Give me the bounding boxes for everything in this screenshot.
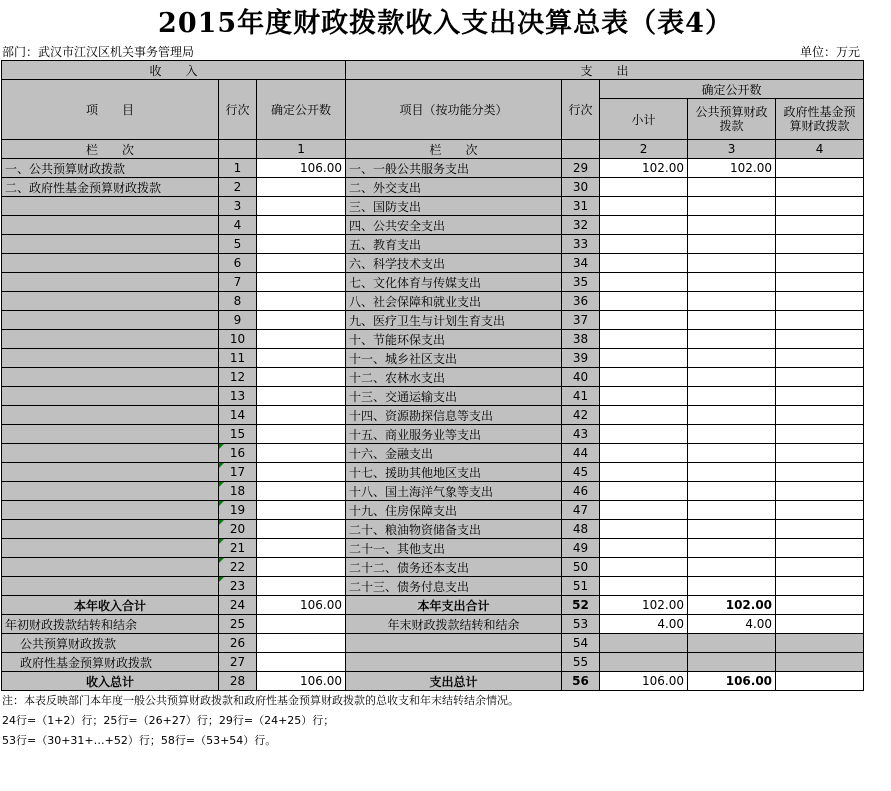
income-value[interactable] — [257, 444, 346, 463]
expense-general[interactable] — [688, 292, 776, 311]
column-number: 4 — [776, 140, 864, 159]
expense-item: 五、教育支出 — [346, 235, 562, 254]
expense-total-label: 本年支出合计 — [346, 596, 562, 615]
column-label: 栏 次 — [346, 140, 562, 159]
expense-general[interactable] — [688, 463, 776, 482]
expense-subtotal[interactable] — [600, 330, 688, 349]
expense-item-header: 项目（按功能分类） — [346, 80, 562, 140]
gov-fund-value[interactable] — [257, 653, 346, 672]
income-item: 一、公共预算财政拨款 — [2, 159, 219, 178]
line-number: 1 — [219, 159, 257, 178]
expense-item: 四、公共安全支出 — [346, 216, 562, 235]
line-number: 28 — [219, 672, 257, 691]
expense-item: 八、社会保障和就业支出 — [346, 292, 562, 311]
line-number: 31 — [562, 197, 600, 216]
department-label: 部门：武汉市江汉区机关事务管理局 — [2, 45, 195, 59]
table-row — [2, 558, 864, 577]
income-item — [2, 444, 219, 463]
line-number: 12 — [219, 368, 257, 387]
line-number: 47 — [562, 501, 600, 520]
table-row — [2, 349, 864, 368]
expense-subtotal[interactable] — [600, 577, 688, 596]
expense-item: 十六、金融支出 — [346, 444, 562, 463]
public-budget-label: 公共预算财政拨款 — [2, 634, 219, 653]
income-item — [2, 311, 219, 330]
table-row — [2, 292, 864, 311]
expense-subtotal[interactable] — [600, 273, 688, 292]
expense-general[interactable] — [688, 178, 776, 197]
line-number: 25 — [219, 615, 257, 634]
income-item — [2, 368, 219, 387]
expense-general[interactable] — [688, 425, 776, 444]
expense-fund[interactable] — [776, 463, 864, 482]
column-number: 1 — [257, 140, 346, 159]
table-row — [2, 197, 864, 216]
income-value[interactable] — [257, 349, 346, 368]
table-row — [2, 482, 864, 501]
expense-fund[interactable] — [776, 178, 864, 197]
line-number: 9 — [219, 311, 257, 330]
line-number: 46 — [562, 482, 600, 501]
expense-fund[interactable] — [776, 539, 864, 558]
line-number: 27 — [219, 653, 257, 672]
table-row — [2, 425, 864, 444]
line-number: 23 — [219, 577, 257, 596]
table-row — [2, 311, 864, 330]
line-number: 43 — [562, 425, 600, 444]
expense-general[interactable] — [688, 311, 776, 330]
line-number: 3 — [219, 197, 257, 216]
expense-item: 六、科学技术支出 — [346, 254, 562, 273]
income-value[interactable] — [257, 273, 346, 292]
table-row — [2, 178, 864, 197]
expense-fund[interactable] — [776, 425, 864, 444]
expense-general[interactable] — [688, 235, 776, 254]
expense-item: 十二、农林水支出 — [346, 368, 562, 387]
grand-expense-subtotal[interactable]: 106.00 — [600, 672, 688, 691]
line-number: 18 — [219, 482, 257, 501]
income-value[interactable] — [257, 387, 346, 406]
line-number: 17 — [219, 463, 257, 482]
expense-subtotal[interactable] — [600, 197, 688, 216]
income-item: 二、政府性基金预算财政拨款 — [2, 178, 219, 197]
expense-fund[interactable] — [776, 387, 864, 406]
line-number: 41 — [562, 387, 600, 406]
expense-item: 十三、交通运输支出 — [346, 387, 562, 406]
expense-general[interactable] — [688, 520, 776, 539]
expense-fund[interactable] — [776, 159, 864, 178]
expense-subtotal[interactable] — [600, 558, 688, 577]
expense-subtotal[interactable] — [600, 444, 688, 463]
income-total-value[interactable]: 106.00 — [257, 596, 346, 615]
expense-total-subtotal[interactable]: 102.00 — [600, 596, 688, 615]
table-row — [2, 539, 864, 558]
footnote: 53行=（30+31+…+52）行；58行=（53+54）行。 — [2, 734, 277, 747]
income-value[interactable] — [257, 216, 346, 235]
expense-header: 支 出 — [346, 61, 864, 80]
expense-fund[interactable] — [776, 501, 864, 520]
income-item — [2, 235, 219, 254]
income-value[interactable] — [257, 520, 346, 539]
expense-fund[interactable] — [776, 254, 864, 273]
income-value[interactable] — [257, 558, 346, 577]
line-number: 32 — [562, 216, 600, 235]
expense-fund[interactable] — [776, 292, 864, 311]
expense-fund[interactable] — [776, 311, 864, 330]
expense-fund[interactable] — [776, 520, 864, 539]
carry-out-fund[interactable] — [776, 615, 864, 634]
income-item — [2, 349, 219, 368]
line-number: 52 — [562, 596, 600, 615]
expense-general[interactable] — [688, 406, 776, 425]
expense-general[interactable] — [688, 330, 776, 349]
footnote: 24行=（1+2）行；25行=（26+27）行；29行=（24+25）行； — [2, 714, 335, 727]
carry-in-value[interactable] — [257, 615, 346, 634]
footnote: 注：本表反映部门本年度一般公共预算财政拨款和政府性基金预算财政拨款的总收支和年末结转结余情况。 — [2, 694, 519, 707]
report-title: 2015年度财政拨款收入支出决算总表（表4） — [158, 8, 733, 39]
table-row — [2, 254, 864, 273]
table-row — [2, 387, 864, 406]
line-number: 4 — [219, 216, 257, 235]
table-row — [2, 463, 864, 482]
line-number: 30 — [562, 178, 600, 197]
expense-subtotal[interactable] — [600, 235, 688, 254]
table-row — [2, 159, 864, 178]
line-number: 38 — [562, 330, 600, 349]
grand-income-value[interactable]: 106.00 — [257, 672, 346, 691]
expense-lineno-header: 行次 — [562, 80, 600, 140]
table-row — [2, 216, 864, 235]
expense-fund[interactable] — [776, 368, 864, 387]
table-row — [2, 577, 864, 596]
expense-subtotal[interactable] — [600, 520, 688, 539]
expense-fund[interactable] — [776, 273, 864, 292]
income-total-label: 本年收入合计 — [2, 596, 219, 615]
line-number: 49 — [562, 539, 600, 558]
expense-item: 二十、粮油物资储备支出 — [346, 520, 562, 539]
income-item — [2, 292, 219, 311]
expense-fund[interactable] — [776, 349, 864, 368]
line-number: 21 — [219, 539, 257, 558]
expense-item: 十五、商业服务业等支出 — [346, 425, 562, 444]
income-value[interactable] — [257, 330, 346, 349]
expense-item: 二十三、债务付息支出 — [346, 577, 562, 596]
column-number: 2 — [600, 140, 688, 159]
expense-item: 二十一、其他支出 — [346, 539, 562, 558]
line-number: 56 — [562, 672, 600, 691]
report-meta — [0, 44, 862, 60]
expense-general[interactable] — [688, 444, 776, 463]
expense-total-fund[interactable] — [776, 596, 864, 615]
income-value[interactable] — [257, 482, 346, 501]
income-value[interactable] — [257, 254, 346, 273]
income-item — [2, 539, 219, 558]
income-value[interactable] — [257, 197, 346, 216]
income-item — [2, 577, 219, 596]
line-number: 35 — [562, 273, 600, 292]
income-item — [2, 273, 219, 292]
line-number: 22 — [219, 558, 257, 577]
table-row — [2, 273, 864, 292]
line-number: 13 — [219, 387, 257, 406]
expense-general[interactable] — [688, 349, 776, 368]
expense-general[interactable] — [688, 254, 776, 273]
expense-subtotal[interactable] — [600, 254, 688, 273]
income-item — [2, 387, 219, 406]
income-item — [2, 254, 219, 273]
expense-subtotal[interactable] — [600, 387, 688, 406]
table-row — [2, 520, 864, 539]
expense-fund[interactable] — [776, 444, 864, 463]
line-number: 7 — [219, 273, 257, 292]
expense-subtotal[interactable] — [600, 539, 688, 558]
income-item — [2, 216, 219, 235]
expense-general[interactable] — [688, 216, 776, 235]
income-value[interactable]: 106.00 — [257, 159, 346, 178]
expense-item: 二、外交支出 — [346, 178, 562, 197]
income-value-header: 确定公开数 — [257, 80, 346, 140]
expense-fund[interactable] — [776, 216, 864, 235]
line-number: 26 — [219, 634, 257, 653]
table-row — [2, 368, 864, 387]
income-item-header: 项 目 — [2, 80, 219, 140]
general-budget-header: 公共预算财政拨款 — [688, 99, 776, 140]
line-number: 8 — [219, 292, 257, 311]
income-value[interactable] — [257, 292, 346, 311]
line-number: 53 — [562, 615, 600, 634]
expense-subtotal[interactable] — [600, 178, 688, 197]
expense-general[interactable] — [688, 197, 776, 216]
expense-general[interactable] — [688, 558, 776, 577]
expense-item: 七、文化体育与传媒支出 — [346, 273, 562, 292]
carry-out-subtotal[interactable]: 4.00 — [600, 615, 688, 634]
column-label: 栏 次 — [2, 140, 219, 159]
line-number: 39 — [562, 349, 600, 368]
line-number: 11 — [219, 349, 257, 368]
income-value[interactable] — [257, 425, 346, 444]
line-number: 2 — [219, 178, 257, 197]
grand-expense-general[interactable]: 106.00 — [688, 672, 776, 691]
expense-general[interactable] — [688, 482, 776, 501]
expense-item: 十四、资源勘探信息等支出 — [346, 406, 562, 425]
expense-subtotal[interactable] — [600, 349, 688, 368]
income-value[interactable] — [257, 406, 346, 425]
expense-fund[interactable] — [776, 235, 864, 254]
expense-fund[interactable] — [776, 482, 864, 501]
expense-subtotal[interactable] — [600, 216, 688, 235]
gov-fund-header: 政府性基金预算财政拨款 — [776, 99, 864, 140]
line-number: 16 — [219, 444, 257, 463]
line-number: 24 — [219, 596, 257, 615]
expense-general[interactable]: 102.00 — [688, 159, 776, 178]
income-item — [2, 501, 219, 520]
expense-subtotal[interactable] — [600, 292, 688, 311]
line-number: 5 — [219, 235, 257, 254]
expense-general[interactable] — [688, 501, 776, 520]
line-number: 20 — [219, 520, 257, 539]
grand-expense-label: 支出总计 — [346, 672, 562, 691]
table-row — [2, 235, 864, 254]
expense-item: 一、一般公共服务支出 — [346, 159, 562, 178]
income-item — [2, 197, 219, 216]
expense-subtotal[interactable] — [600, 311, 688, 330]
income-value[interactable] — [257, 463, 346, 482]
expense-general[interactable] — [688, 577, 776, 596]
line-number: 42 — [562, 406, 600, 425]
line-number: 48 — [562, 520, 600, 539]
budget-table — [1, 60, 864, 691]
income-item — [2, 406, 219, 425]
expense-item: 十七、援助其他地区支出 — [346, 463, 562, 482]
expense-item: 十、节能环保支出 — [346, 330, 562, 349]
gov-fund-label: 政府性基金预算财政拨款 — [2, 653, 219, 672]
income-value[interactable] — [257, 539, 346, 558]
carry-in-label: 年初财政拨款结转和结余 — [2, 615, 219, 634]
income-lineno-header: 行次 — [219, 80, 257, 140]
expense-item: 十九、住房保障支出 — [346, 501, 562, 520]
public-budget-value[interactable] — [257, 634, 346, 653]
carry-out-label: 年末财政拨款结转和结余 — [346, 615, 562, 634]
expense-general[interactable] — [688, 273, 776, 292]
line-number: 55 — [562, 653, 600, 672]
expense-total-general[interactable]: 102.00 — [688, 596, 776, 615]
income-item — [2, 558, 219, 577]
subtotal-header: 小计 — [600, 99, 688, 140]
income-item — [2, 482, 219, 501]
income-value[interactable] — [257, 311, 346, 330]
income-header: 收 入 — [2, 61, 346, 80]
expense-subtotal[interactable] — [600, 463, 688, 482]
expense-value-header: 确定公开数 — [600, 80, 864, 99]
expense-subtotal[interactable] — [600, 406, 688, 425]
expense-fund[interactable] — [776, 577, 864, 596]
line-number: 34 — [562, 254, 600, 273]
income-value[interactable] — [257, 501, 346, 520]
line-number: 40 — [562, 368, 600, 387]
line-number: 50 — [562, 558, 600, 577]
income-value[interactable] — [257, 577, 346, 596]
income-item — [2, 330, 219, 349]
expense-item: 十八、国土海洋气象等支出 — [346, 482, 562, 501]
expense-item: 十一、城乡社区支出 — [346, 349, 562, 368]
expense-item: 九、医疗卫生与计划生育支出 — [346, 311, 562, 330]
column-number: 3 — [688, 140, 776, 159]
expense-fund[interactable] — [776, 406, 864, 425]
income-value[interactable] — [257, 368, 346, 387]
line-number: 37 — [562, 311, 600, 330]
income-value[interactable] — [257, 235, 346, 254]
carry-out-general[interactable]: 4.00 — [688, 615, 776, 634]
line-number: 44 — [562, 444, 600, 463]
expense-item: 二十二、债务还本支出 — [346, 558, 562, 577]
line-number: 14 — [219, 406, 257, 425]
expense-item: 三、国防支出 — [346, 197, 562, 216]
grand-income-label: 收入总计 — [2, 672, 219, 691]
expense-fund[interactable] — [776, 197, 864, 216]
line-number: 51 — [562, 577, 600, 596]
expense-subtotal[interactable] — [600, 425, 688, 444]
table-row — [2, 501, 864, 520]
income-item — [2, 425, 219, 444]
line-number: 15 — [219, 425, 257, 444]
line-number: 6 — [219, 254, 257, 273]
table-row — [2, 444, 864, 463]
expense-general[interactable] — [688, 368, 776, 387]
line-number: 45 — [562, 463, 600, 482]
income-value[interactable] — [257, 178, 346, 197]
income-item — [2, 463, 219, 482]
expense-subtotal[interactable]: 102.00 — [600, 159, 688, 178]
expense-fund[interactable] — [776, 330, 864, 349]
expense-subtotal[interactable] — [600, 501, 688, 520]
line-number: 33 — [562, 235, 600, 254]
table-row — [2, 330, 864, 349]
footnotes — [0, 691, 891, 751]
expense-general[interactable] — [688, 539, 776, 558]
expense-fund[interactable] — [776, 558, 864, 577]
grand-expense-fund[interactable] — [776, 672, 864, 691]
line-number: 19 — [219, 501, 257, 520]
line-number: 29 — [562, 159, 600, 178]
expense-subtotal[interactable] — [600, 482, 688, 501]
table-row — [2, 406, 864, 425]
income-item — [2, 520, 219, 539]
line-number: 10 — [219, 330, 257, 349]
expense-subtotal[interactable] — [600, 368, 688, 387]
line-number: 36 — [562, 292, 600, 311]
line-number: 54 — [562, 634, 600, 653]
unit-label: 单位：万元 — [799, 45, 860, 59]
expense-general[interactable] — [688, 387, 776, 406]
